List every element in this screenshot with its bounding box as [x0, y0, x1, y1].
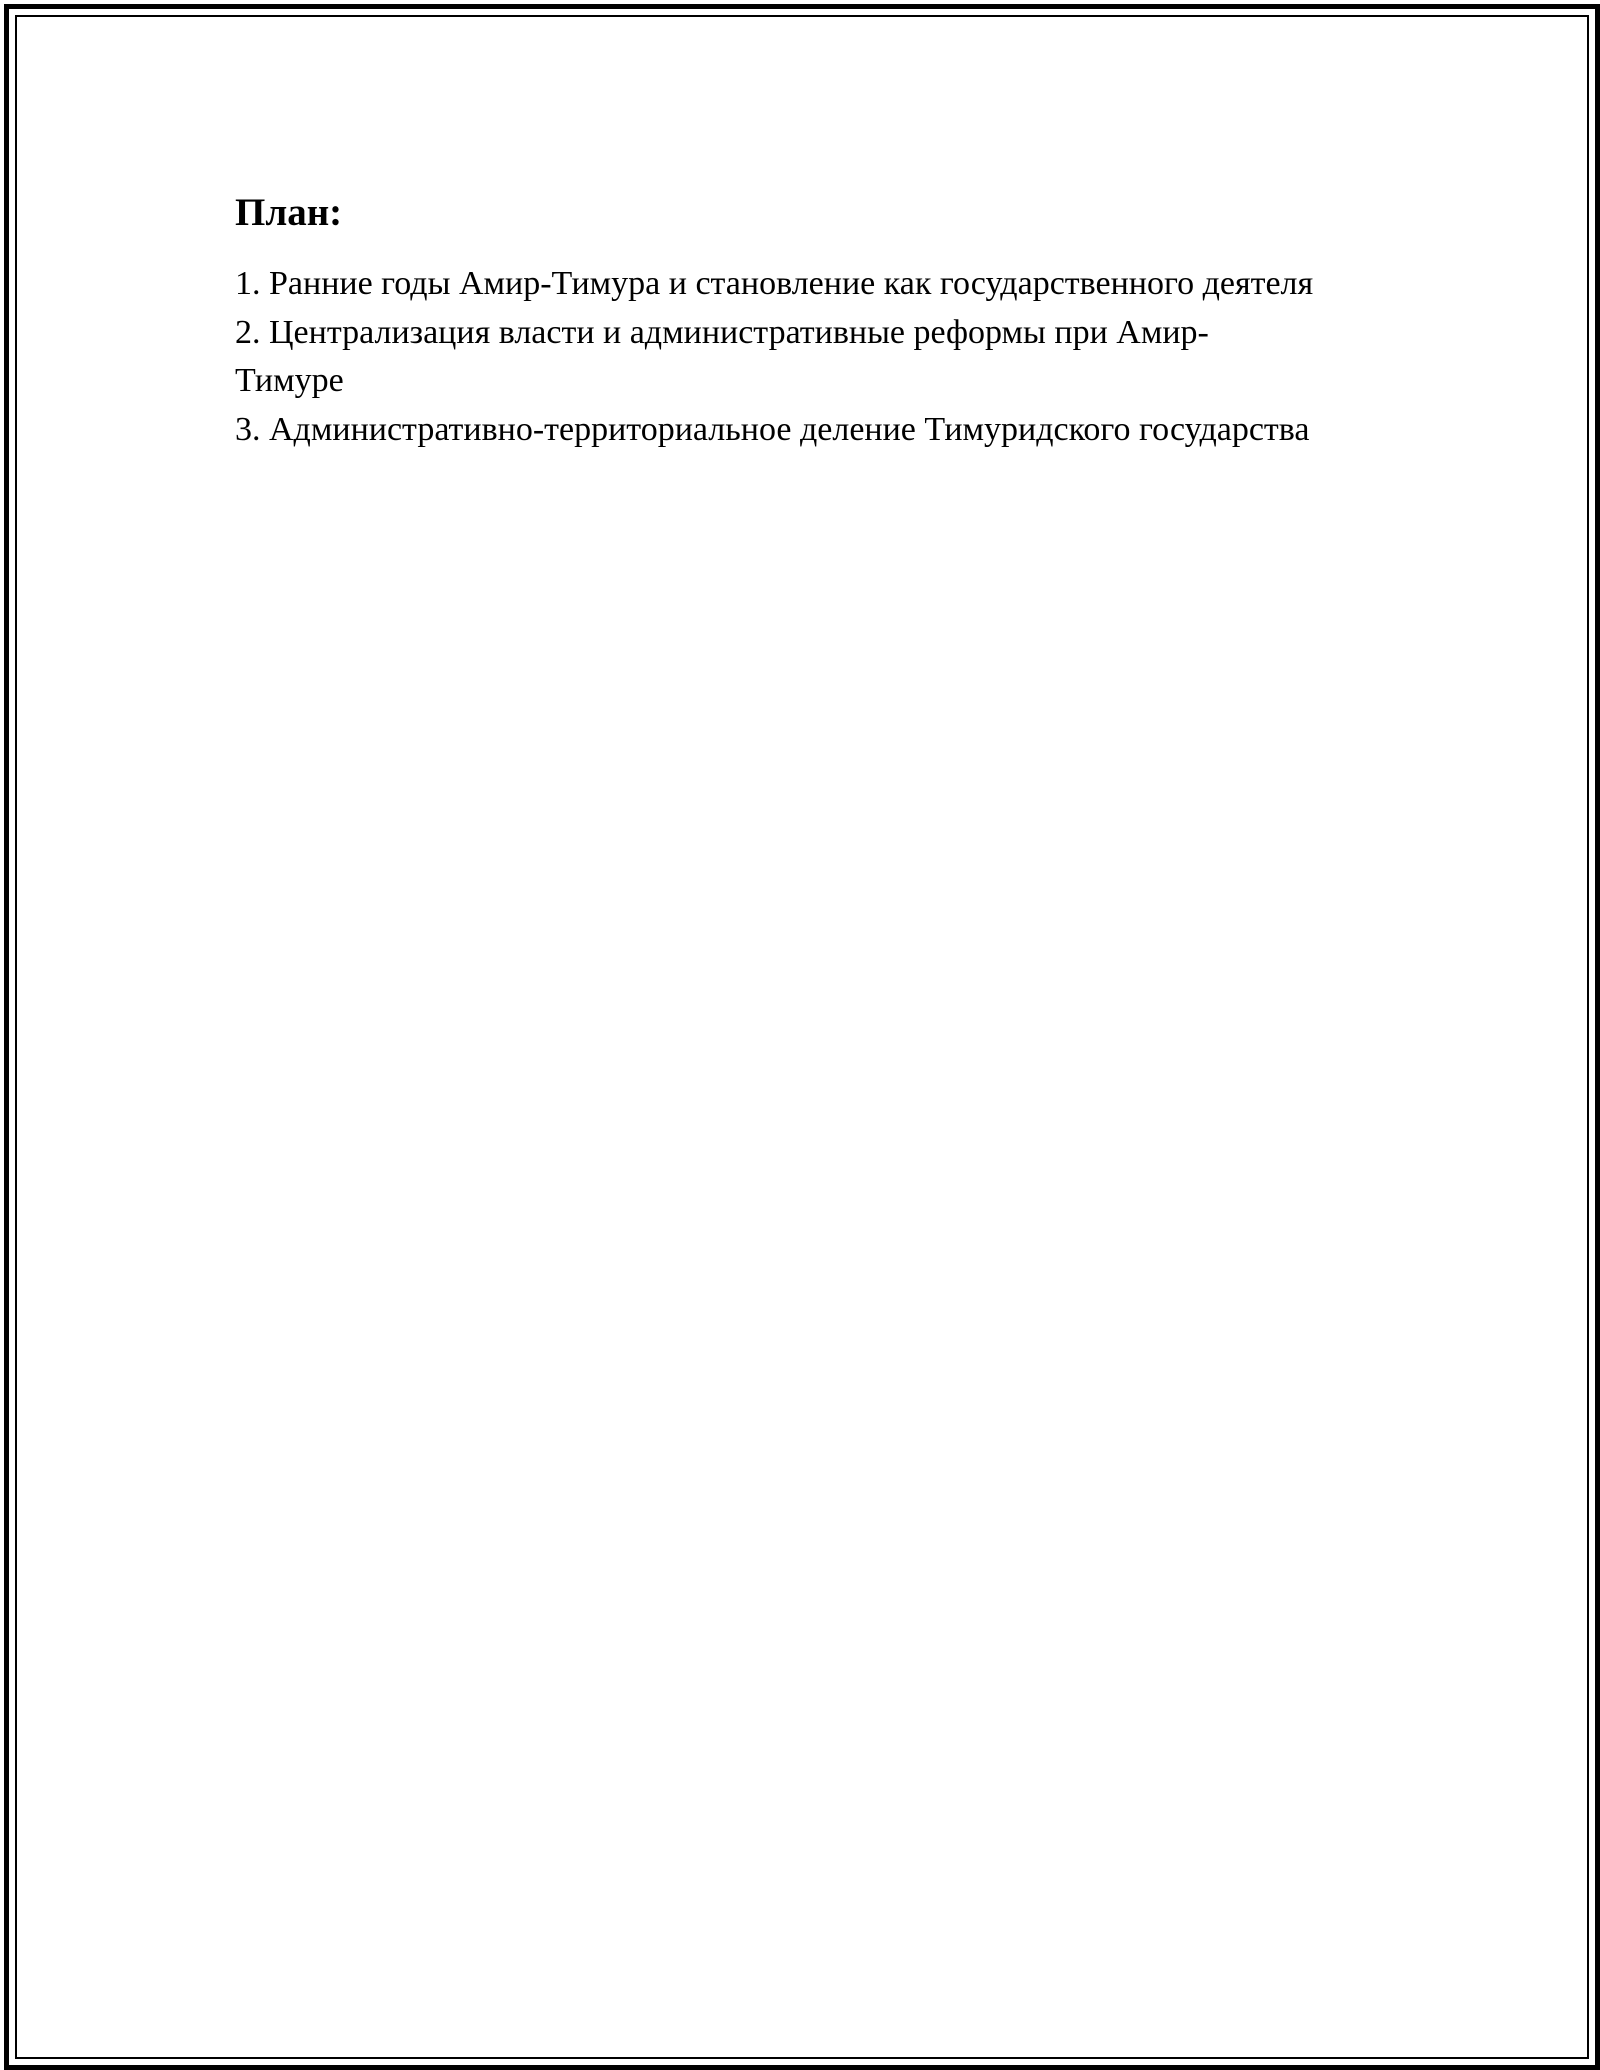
plan-item-2: 2. Централизация власти и административные реформы при Амир-Тимуре	[235, 313, 1209, 399]
plan-title: План:	[235, 191, 343, 234]
document-content	[235, 188, 1315, 454]
plan-list	[235, 260, 1315, 454]
plan-item-1: 1. Ранние годы Амир-Тимура и становление как государственного деятеля	[235, 265, 1314, 302]
plan-item-3: 3. Административно-территориальное деление Тимуридского государства	[235, 410, 1310, 448]
